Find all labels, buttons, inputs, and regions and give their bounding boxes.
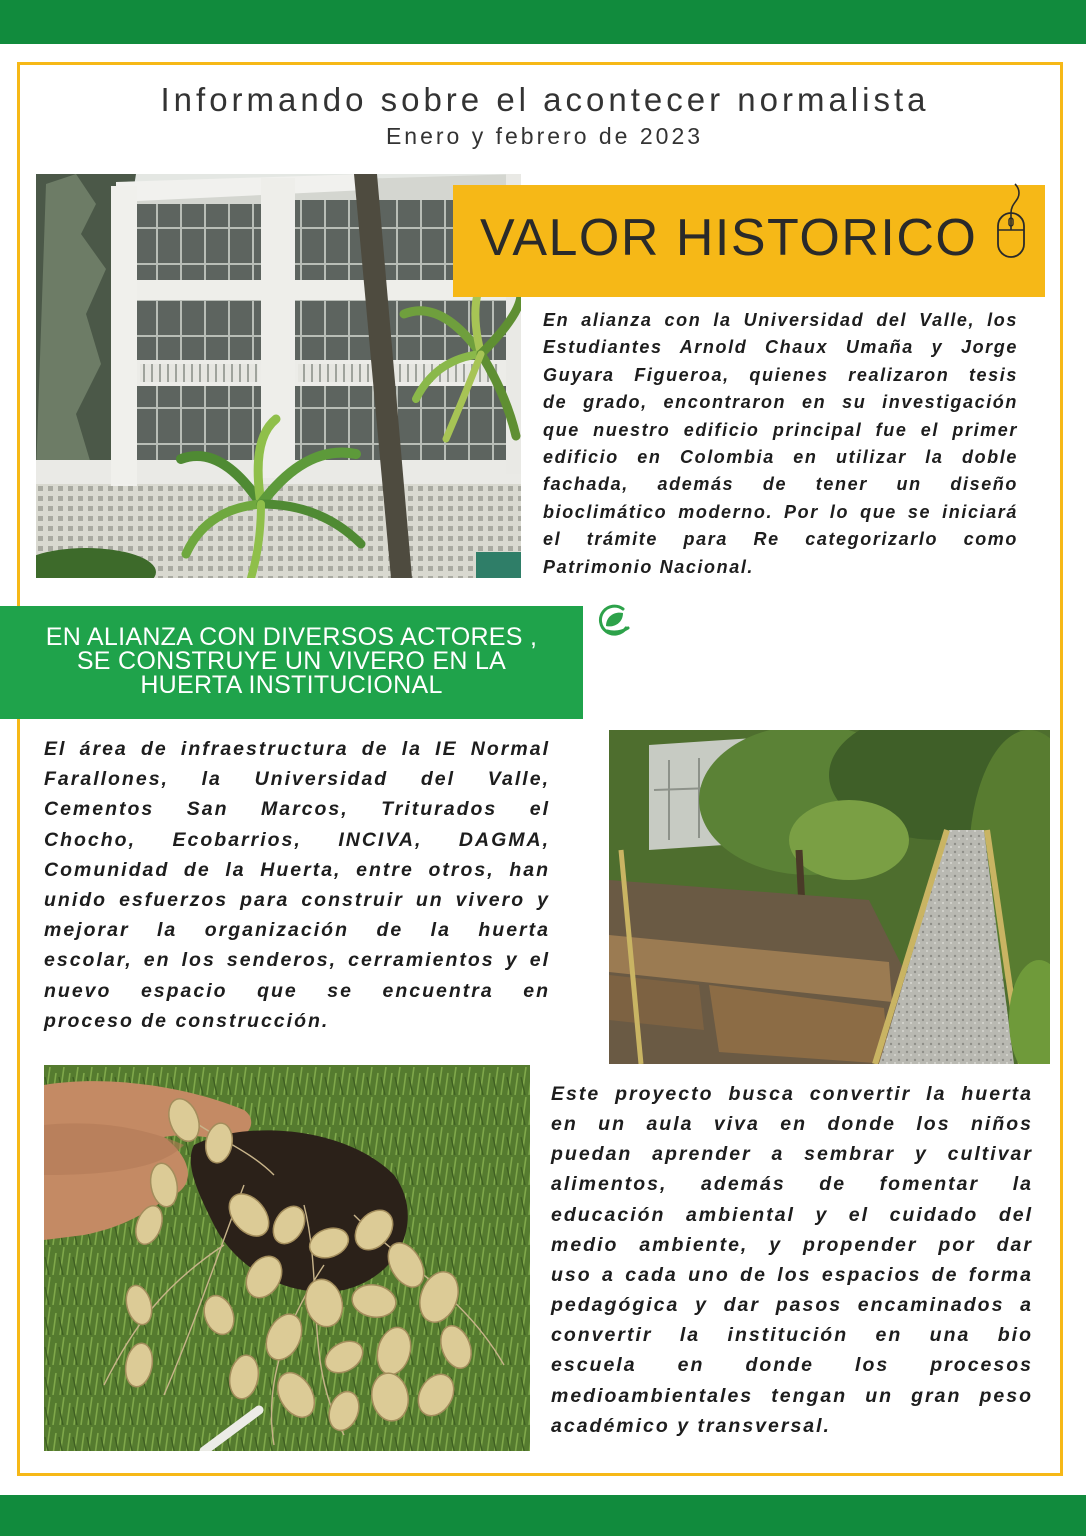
paragraph-line: Comunidad de la Huerta, entre otros, han [44,858,550,881]
banner-line: HUERTA INSTITUCIONAL [140,671,443,699]
paragraph-line: puedan aprender a sembrar y cultivar [551,1143,1033,1166]
building-photo [36,174,521,578]
paragraph-line: edificio en Colombia en utilizar la doble [543,447,1018,468]
computer-mouse-icon [993,183,1029,261]
paragraph-line: fachada, además de tener un diseño [543,474,1018,495]
banner-line: EN ALIANZA CON DIVERSOS ACTORES , [45,623,538,651]
paragraph-line: Cementos San Marcos, Triturados el [44,798,550,821]
paragraph-line: Farallones, la Universidad del Valle, [44,768,550,791]
vivero-paragraph [44,734,550,1036]
paragraph-line: de grado, encontraron en su investigación [543,392,1018,413]
paragraph-line: Guyara Figueroa, quienes realizaron tesis [543,364,1018,385]
paragraph-line: nuevo espacio que se encuentra en [44,979,550,1002]
newsletter-title: Informando sobre el acontecer normalista [160,81,930,118]
bottom-green-bar [0,1495,1086,1536]
section-heading-valor-historico: VALOR HISTORICO [480,209,978,267]
peanut-harvest-photo [44,1065,530,1451]
paragraph-line: unido esfuerzos para construir un vivero y [44,889,550,912]
paragraph-line: El área de infraestructura de la IE Normal [44,738,550,760]
section-heading-vivero [0,625,583,697]
paragraph-line: En alianza con la Universidad del Valle, los [543,310,1018,330]
paragraph-line: educación ambiental y el cuidado del [551,1203,1033,1226]
paragraph-line: que nuestro edificio principal fue el primer [543,419,1018,440]
leaf-circle-icon [596,601,630,639]
newsletter-date: Enero y febrero de 2023 [385,123,704,149]
banner-line: SE CONSTRUYE UN VIVERO EN LA [76,647,507,675]
paragraph-line: uso a cada uno de los espacios de forma [551,1263,1033,1286]
paragraph-line: bioclimático moderno. Por lo que se iniciará [543,501,1018,522]
paragraph-line: Este proyecto busca convertir la huerta [551,1083,1033,1105]
paragraph-line: medio ambiente, y propender por dar [551,1233,1033,1256]
garden-photo [609,730,1050,1064]
proyecto-paragraph [551,1079,1033,1441]
paragraph-line: escolar, en los senderos, cerramientos y el [44,949,550,972]
paragraph-line: el trámite para Re categorizarlo como [543,529,1018,550]
paragraph-line: Chocho, Ecobarrios, INCIVA, DAGMA, [44,828,550,851]
paragraph-line: académico y transversal. [551,1414,831,1437]
paragraph-line: Estudiantes Arnold Chaux Umaña y Jorge [543,337,1018,358]
top-green-bar [0,0,1086,44]
paragraph-line: mejorar la organización de la huerta [44,919,550,942]
paragraph-line: escuela en donde los procesos [551,1354,1033,1377]
paragraph-line: alimentos, además de fomentar la [551,1173,1033,1196]
paragraph-line: Patrimonio Nacional. [543,556,755,577]
paragraph-line: convertir la institución en una bio [551,1324,1033,1347]
valor-historico-paragraph [543,307,1018,581]
paragraph-line: medioambientales tengan un gran peso [551,1384,1033,1407]
paragraph-line: pedagógica y dar pasos encaminados a [551,1294,1033,1317]
paragraph-line: en un aula viva en donde los niños [551,1113,1033,1136]
paragraph-line: proceso de construcción. [44,1009,330,1032]
